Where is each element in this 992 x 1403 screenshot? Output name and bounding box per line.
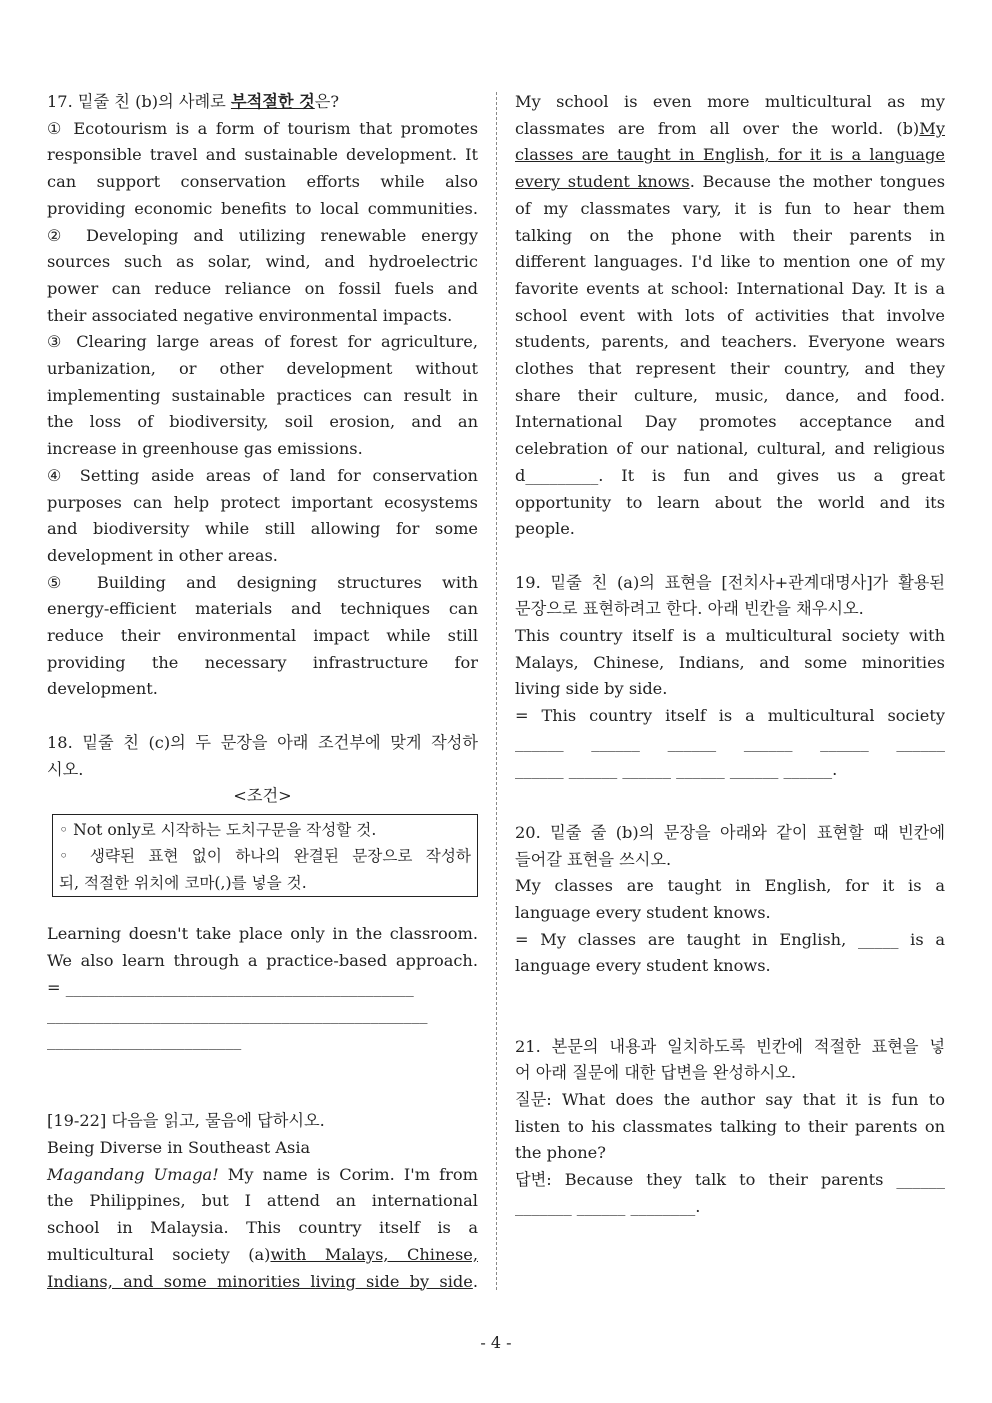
q17-title: 17. 밑줄 친 (b)의 사례로 부적절한 것은? — [47, 92, 340, 111]
underline-a: with Malays, Chinese, — [270, 1244, 478, 1264]
passage-heading: [19-22] 다음을 읽고, 물음에 답하시오. — [47, 1111, 325, 1131]
q17-option-4: ④ Setting aside areas of land for conservation purposes can help protect important ecosystems and biodiversity while still allowing for some development in other areas. — [47, 465, 478, 565]
q20-title: 20. 밑줄 줄 (b)의 문장을 아래와 같이 표현할 때 빈칸에 — [515, 822, 945, 842]
q19-answer-blank: ______ ______ ______ ______ ______ ______ — [515, 732, 945, 752]
q21-answer-blank: 답변: Because they talk to their parents ______ — [515, 1170, 945, 1190]
q18-condition-heading: <조건> — [233, 786, 292, 806]
passage-line: Magandang Umaga! My name is Corim. I'm from — [47, 1164, 478, 1184]
left-column: 17. 밑줄 친 (b)의 사례로 부적절한 것은? ① Ecotourism is a form of tourism that promotes responsible travel and sustainable development. It can support conservation efforts while also providing economic benefits to local communities. ② Developing and utilizing renewable energy sources such as solar, wind, and hydroelectric power can reduce reliance on fossil fuels and their associated negative environmental impacts. ③ Clearing large areas of forest for agriculture, urbanization, or other development without implementing sustainable practices can result in the loss of biodiversity, soil erosion, and an increase in greenhouse gas emissions. ④ Setting aside areas of land for conservation purposes can help protect important ecosystems and biodiversity while still allowing for some development in other areas. ⑤ Building and designing structures with energy-efficient materials and techniques can reduce their environmental impact while still providing the necessary infrastructure for development. 18. 밑줄 친 (c)의 두 문장을 아래 조건부에 맞게 작성하 시오. <조건> ◦ Not only로 시작하는 도치구문을 작성할 것. ◦ 생략된 표현 없이 하나의 완결된 문장으로 작성하 되, 적절한 위치에 코마(,)를 넣을 것. Learning doesn't take place only in the classroom. We also learn through a practice-based approach. = ___________________________________________ _______________________________________________ ________________________ [19-22] 다음을 읽고, 물음에 답하시오. Being Diverse in Southeast Asia Magandang Umaga! My name is Corim. I'm from the Philippines, but I attend an international school in Malaysia. This country itself is a multicultural society (a)with Malays, Chinese, Indians, and some minorities living side by side. — [47, 89, 478, 1295]
q20-answer-blank: = My classes are taught in English, _____ is a — [515, 929, 945, 949]
q18-sentence-1: Learning doesn't take place only in the classroom. — [47, 924, 478, 944]
q18-answer-blank: = ___________________________________________ — [47, 977, 414, 997]
passage-line: My school is even more multicultural as my — [515, 92, 945, 111]
q18-condition-box: ◦ Not only로 시작하는 도치구문을 작성할 것. ◦ 생략된 표현 없이 하나의 완결된 문장으로 작성하 되, 적절한 위치에 코마(,)를 넣을 것. — [52, 814, 478, 898]
column-divider — [496, 92, 497, 1290]
q17-option-3: ③ Clearing large areas of forest for agriculture, urbanization, or other development without implementing sustainable practices can result in the loss of biodiversity, soil erosion, and an increase in greenhouse gas emissions. — [47, 332, 478, 459]
right-column: My school is even more multicultural as my classmates are from all over the world. (b)My classes are taught in English, for it is a language every student knows. Because the mother tongues of my classmates vary, it is fun to hear them talking on the phone with their parents in different languages. I'd like to mention one of my favorite events at school: International Day. It is a school event with lots of activities that involve students, parents, and teachers. Everyone wears clothes that represent their country, and they share their culture, music, dance, and food. International Day promotes acceptance and celebration of our national, cultural, and religious d_________. It is fun and gives us a great opportunity to learn about the world and its people. 19. 밑줄 친 (a)의 표현을 [전치사+관계대명사]가 활용된 문장으로 표현하려고 한다. 아래 빈칸을 채우시오. This country itself is a multicultural society with Malays, Chinese, Indians, and some minorities living side by side. = This country itself is a multicultural society ______ ______ ______ ______ ______ ______ ______ ______ ______ ______ ______ ______. 20. 밑줄 줄 (b)의 문장을 아래와 같이 표현할 때 빈칸에 들어갈 표현을 쓰시오. My classes are taught in English, for it is a language every student knows. = My classes are taught in English, _____ is a language every student knows. 21. 본문의 내용과 일치하도록 빈칸에 적절한 표현을 넣 어 아래 질문에 대한 답변을 완성하시오. 질문: What does the author say that it is fun to listen to his classmates talking to their parents on the phone? 답변: Because they talk to their parents ______ _______ ______ ________. — [515, 89, 945, 1220]
q17-option-1: ① Ecotourism is a form of tourism that promotes responsible travel and sustainable development. It can support conservation efforts while also providing economic benefits to local communities. — [47, 118, 478, 218]
q19-title: 19. 밑줄 친 (a)의 표현을 [전치사+관계대명사]가 활용된 — [515, 572, 945, 592]
page-number: - 4 - — [480, 1333, 512, 1352]
passage-title: Being Diverse in Southeast Asia — [47, 1138, 311, 1158]
q21-title: 21. 본문의 내용과 일치하도록 빈칸에 적절한 표현을 넣 — [515, 1036, 945, 1056]
q17-option-2: ② Developing and utilizing renewable energy sources such as solar, wind, and hydroelectric power can reduce reliance on fossil fuels and their associated negative environmental impacts. — [47, 225, 478, 325]
q18-sentence-2: We also learn through a practice-based approach. — [47, 951, 478, 971]
q17-option-5: ⑤ Building and designing structures with energy-efficient materials and techniques can reduce their environmental impact while still providing the necessary infrastructure for development. — [47, 572, 478, 699]
underline-b: My — [919, 118, 945, 138]
q18-title: 18. 밑줄 친 (c)의 두 문장을 아래 조건부에 맞게 작성하 — [47, 732, 478, 752]
